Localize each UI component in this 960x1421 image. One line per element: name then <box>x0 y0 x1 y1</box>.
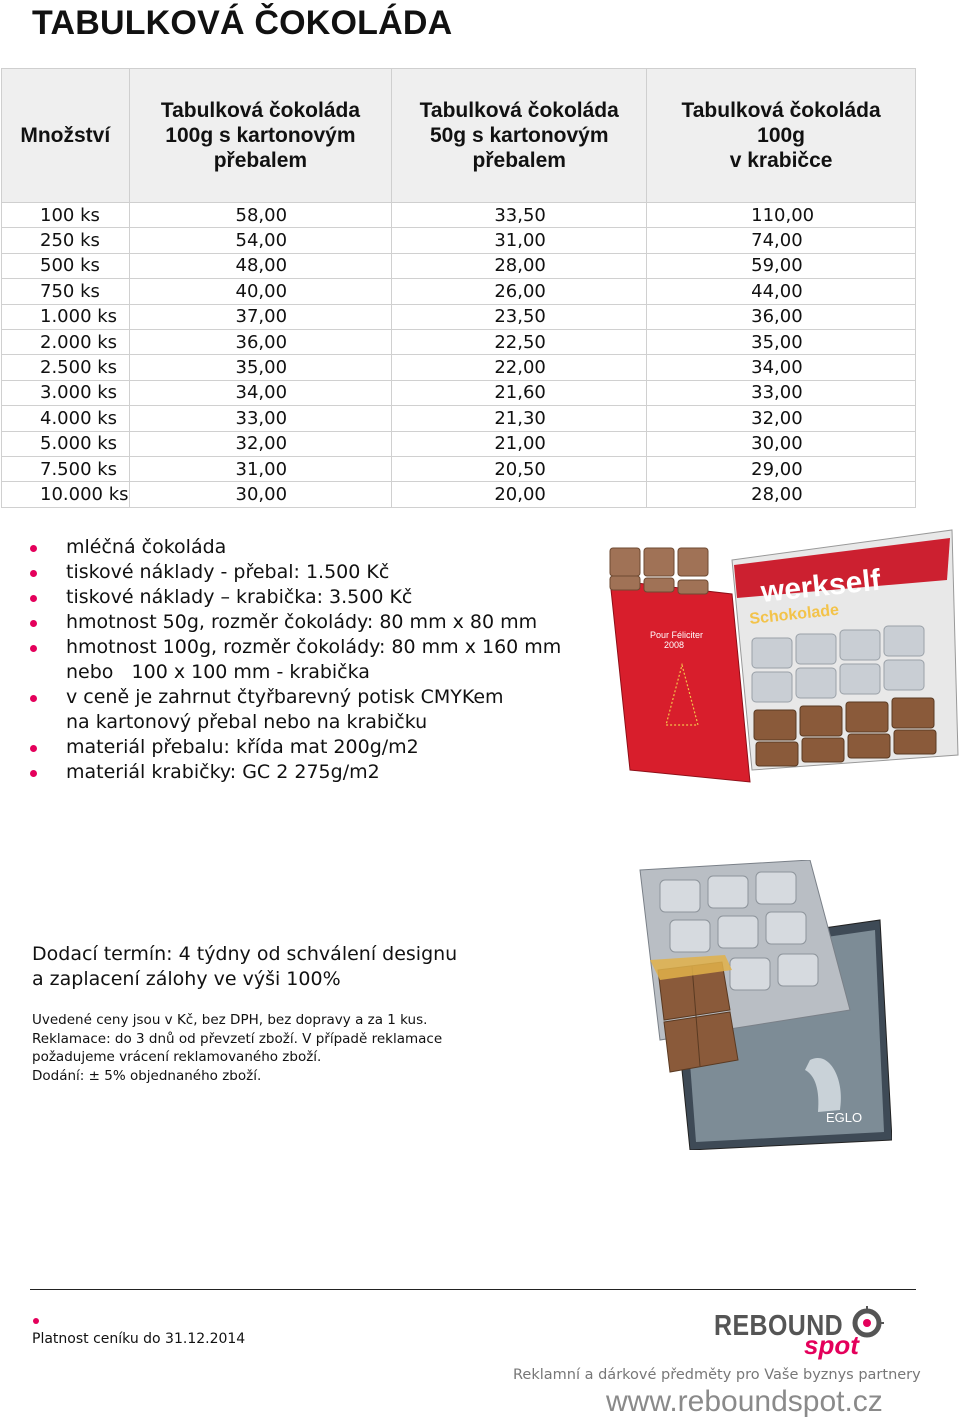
page-title: TABULKOVÁ ČOKOLÁDA <box>32 4 453 42</box>
price-cell-100g-cardboard: 37,00 <box>129 304 392 329</box>
logo-rebound-text: REBOUND <box>714 1310 844 1342</box>
eglo-logo: EGLO <box>826 1110 863 1125</box>
price-cell-100g-cardboard: 35,00 <box>129 355 392 380</box>
bullet-icon <box>30 545 37 552</box>
bullet-icon <box>30 595 37 602</box>
list-item: tiskové náklady – krabička: 3.500 Kč <box>30 585 561 610</box>
list-item: tiskové náklady - přebal: 1.500 Kč <box>30 560 561 585</box>
table-header-row <box>2 69 916 203</box>
price-cell-100g-box: 36,00 <box>647 304 916 329</box>
table-row <box>2 329 916 354</box>
price-cell-100g-cardboard: 32,00 <box>129 431 392 456</box>
price-cell-50g-cardboard: 20,50 <box>392 456 647 481</box>
list-item: mléčná čokoláda <box>30 535 561 560</box>
price-cell-100g-box: 110,00 <box>647 203 916 228</box>
price-cell-100g-box: 44,00 <box>647 279 916 304</box>
company-tagline: Reklamní a dárkové předměty pro Vaše byznys partnery <box>513 1367 921 1383</box>
list-item: hmotnost 50g, rozměr čokolády: 80 mm x 80 mm <box>30 610 561 635</box>
column-header-100g-box: Tabulková čokoláda 100g v krabičce <box>647 69 916 203</box>
terms-notes: Uvedené ceny jsou v Kč, bez DPH, bez dopravy a za 1 kus. Reklamace: do 3 dnů od převzetí zboží. V případě reklamace požadujeme vrácení reklamovaného zboží. Dodání: ± 5% objednaného zboží. <box>32 1012 443 1084</box>
price-cell-50g-cardboard: 33,50 <box>392 203 647 228</box>
table-row <box>2 203 916 228</box>
column-header-100g-cardboard: Tabulková čokoláda 100g s kartonovým přebalem <box>129 69 392 203</box>
price-cell-50g-cardboard: 20,00 <box>392 482 647 507</box>
delivery-terms: Dodací termín: 4 týdny od schválení designu a zaplacení zálohy ve výši 100% <box>32 943 458 990</box>
table-row <box>2 355 916 380</box>
price-cell-100g-cardboard: 48,00 <box>129 253 392 278</box>
quantity-cell: 7.500 ks <box>2 456 130 481</box>
quantity-cell: 4.000 ks <box>2 406 130 431</box>
price-cell-100g-box: 28,00 <box>647 482 916 507</box>
quantity-cell: 5.000 ks <box>2 431 130 456</box>
product-photo-eglo <box>630 860 892 1150</box>
price-cell-100g-cardboard: 33,00 <box>129 406 392 431</box>
price-cell-50g-cardboard: 21,30 <box>392 406 647 431</box>
quantity-cell: 100 ks <box>2 203 130 228</box>
column-header-quantity: Množství <box>2 69 130 203</box>
table-row <box>2 406 916 431</box>
quantity-cell: 2.000 ks <box>2 329 130 354</box>
list-item: materiál přebalu: křída mat 200g/m2 <box>30 735 561 760</box>
price-cell-100g-box: 30,00 <box>647 431 916 456</box>
bullet-icon <box>30 695 37 702</box>
list-item: hmotnost 100g, rozměr čokolády: 80 mm x 160 mm nebo 100 x 100 mm - krabička <box>30 635 561 685</box>
price-table <box>1 68 916 508</box>
quantity-cell: 3.000 ks <box>2 380 130 405</box>
bullet-icon <box>30 620 37 627</box>
price-cell-50g-cardboard: 22,00 <box>392 355 647 380</box>
table-row <box>2 431 916 456</box>
quantity-cell: 250 ks <box>2 228 130 253</box>
schokolade-label: Schokolade <box>748 601 840 628</box>
price-cell-100g-cardboard: 54,00 <box>129 228 392 253</box>
price-cell-100g-box: 35,00 <box>647 329 916 354</box>
reboundspot-logo <box>714 1302 886 1362</box>
price-cell-50g-cardboard: 21,60 <box>392 380 647 405</box>
price-cell-50g-cardboard: 31,00 <box>392 228 647 253</box>
price-cell-100g-cardboard: 34,00 <box>129 380 392 405</box>
price-cell-100g-box: 74,00 <box>647 228 916 253</box>
price-cell-50g-cardboard: 21,00 <box>392 431 647 456</box>
feature-list <box>30 535 561 785</box>
table-row <box>2 279 916 304</box>
price-cell-100g-box: 34,00 <box>647 355 916 380</box>
table-row <box>2 482 916 507</box>
list-item: v ceně je zahrnut čtyřbarevný potisk CMYKem na kartonový přebal nebo na krabičku <box>30 685 561 735</box>
price-cell-100g-box: 59,00 <box>647 253 916 278</box>
table-row <box>2 456 916 481</box>
bullet-icon <box>30 745 37 752</box>
list-item: materiál krabičky: GC 2 275g/m2 <box>30 760 561 785</box>
price-cell-100g-box: 29,00 <box>647 456 916 481</box>
quantity-cell: 10.000 ks <box>2 482 130 507</box>
quantity-cell: 750 ks <box>2 279 130 304</box>
price-cell-50g-cardboard: 26,00 <box>392 279 647 304</box>
bullet-icon <box>30 645 37 652</box>
website-link[interactable]: www.reboundspot.cz <box>606 1385 883 1418</box>
table-row <box>2 380 916 405</box>
bullet-icon <box>33 1318 39 1324</box>
target-icon <box>850 1306 884 1340</box>
price-cell-100g-cardboard: 36,00 <box>129 329 392 354</box>
table-row <box>2 253 916 278</box>
quantity-cell: 500 ks <box>2 253 130 278</box>
price-list-validity: Platnost ceníku do 31.12.2014 <box>32 1331 246 1347</box>
price-cell-100g-box: 32,00 <box>647 406 916 431</box>
quantity-cell: 2.500 ks <box>2 355 130 380</box>
table-row <box>2 228 916 253</box>
table-row <box>2 304 916 329</box>
quantity-cell: 1.000 ks <box>2 304 130 329</box>
werkself-logo: werkself <box>759 563 883 609</box>
table-body <box>2 203 916 508</box>
bullet-icon <box>30 770 37 777</box>
column-header-50g-cardboard: Tabulková čokoláda 50g s kartonovým přebalem <box>392 69 647 203</box>
price-cell-50g-cardboard: 23,50 <box>392 304 647 329</box>
price-cell-50g-cardboard: 22,50 <box>392 329 647 354</box>
year-text: 2008 <box>664 640 685 650</box>
price-cell-100g-cardboard: 40,00 <box>129 279 392 304</box>
bullet-icon <box>30 570 37 577</box>
footer-divider <box>30 1289 916 1290</box>
price-cell-50g-cardboard: 28,00 <box>392 253 647 278</box>
price-cell-100g-box: 33,00 <box>647 380 916 405</box>
logo-spot-text: spot <box>804 1330 859 1360</box>
greeting-text: Pour Féliciter <box>650 630 704 640</box>
price-cell-100g-cardboard: 58,00 <box>129 203 392 228</box>
price-cell-100g-cardboard: 30,00 <box>129 482 392 507</box>
product-photo-boxes <box>602 520 960 785</box>
price-cell-100g-cardboard: 31,00 <box>129 456 392 481</box>
